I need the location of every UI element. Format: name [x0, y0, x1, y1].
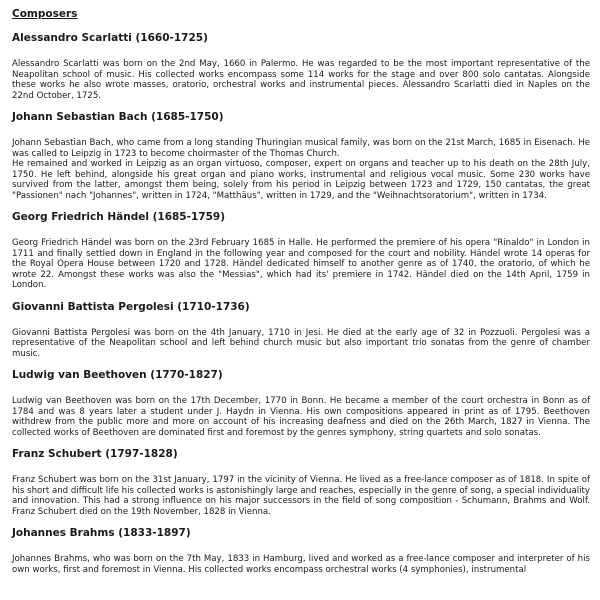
composer-heading: Johannes Brahms (1833-1897)	[12, 527, 191, 539]
composer-heading: Ludwig van Beethoven (1770-1827)	[12, 369, 223, 381]
document-page	[12, 8, 590, 585]
composer-entry-handel	[12, 211, 590, 291]
composer-entry-scarlatti	[12, 32, 590, 101]
composer-heading: Johann Sebastian Bach (1685-1750)	[12, 111, 224, 123]
composer-paragraph: Alessandro Scarlatti was born on the 2nd May, 1660 in Palermo. He was regarded to be the most important representative of the Neapolitan school of music. His collected works encompass some 114 works for the stage and over 800 solo cantatas. Alongside these works he also wrote masses, oratorio, orchestral works and instrumental pieces. Alessandro Scarlatti died in Naples on the 22nd October, 1725.	[12, 59, 590, 101]
composer-entry-brahms	[12, 527, 590, 575]
composer-heading: Giovanni Battista Pergolesi (1710-1736)	[12, 300, 250, 313]
composer-paragraph: Georg Friedrich Händel was born on the 23rd February 1685 in Halle. He performed the premiere of his opera "Rinaldo" in London in 1711 and finally settled down in England in the following year and composed for the court and nobility. Händel wrote 14 operas for the Royal Opera House between 1720 and 1728. Händel dedicated himself to another genre as of 1740, the oratorio, of which he wrote 22. Amongst these works was also the "Messias", which had its' premiere in 1742. Händel died on the 14th April, 1759 in London.	[12, 238, 590, 290]
composer-heading: Alessandro Scarlatti (1660-1725)	[12, 32, 208, 44]
composer-entry-pergolesi	[12, 301, 590, 360]
composer-entry-schubert	[12, 448, 590, 517]
composer-entry-beethoven	[12, 369, 590, 438]
composer-paragraph: Johannes Brahms, who was born on the 7th May, 1833 in Hamburg, lived and worked as a free-lance composer and interpreter of his own works, first and foremost in Vienna. His collected works encompass orchestral works (4 symphonies), instrumental	[12, 554, 590, 575]
composer-paragraph: Johann Sebastian Bach, who came from a long standing Thuringian musical family, was born on the 21st March, 1685 in Eisenach. He was called to Leipzig in 1723 to become choirmaster of the Thomas Church.	[12, 138, 590, 159]
composer-paragraph: Giovanni Battista Pergolesi was born on the 4th January, 1710 in Jesi. He died at the early age of 32 in Pozzuoli. Pergolesi was a representative of the Neapolitan school and left behind church music but also important trio sonatas from the genre of chamber music.	[12, 327, 590, 359]
composer-entry-bach	[12, 111, 590, 201]
composer-heading: Georg Friedrich Händel (1685-1759)	[12, 211, 225, 223]
composer-paragraph: Ludwig van Beethoven was born on the 17th December, 1770 in Bonn. He became a member of the court orchestra in Bonn as of 1784 and was 8 years later a student under J. Haydn in Vienna. His own compositions appeared in print as of 1795. Beethoven withdrew from the public more and more on account of his increasing deafness and died on the 26th March, 1827 in Vienna. The collected works of Beethoven are dominated first and foremost by the genres symphony, string quartets and solo sonatas.	[12, 396, 590, 438]
composer-paragraph: He remained and worked in Leipzig as an organ virtuoso, composer, expert on organs and teacher up to his death on the 28th July, 1750. He left behind, alongside his great organ and piano works, instrumental and religious vocal music. Some 230 works have survived from the latter, amongst them being, solely from his period in Leipzig between 1723 and 1729, 150 cantatas, the great "Passionen" nach "Johannes", written in 1724, "Matthäus", written in 1729, and the "Weihnachtsoratorium", written in 1734.	[12, 159, 590, 201]
section-title: Composers	[12, 8, 78, 20]
composer-paragraph: Franz Schubert was born on the 31st January, 1797 in the vicinity of Vienna. He lived as a free-lance composer as of 1818. In spite of his short and difficult life his collected works is astonishingly large and reaches, especially in the genre of song, a special individuality and innovation. This had a strong influence on his major successors in the field of song composition - Schumann, Brahms and Wolf. Franz Schubert died on the 19th November, 1828 in Vienna.	[12, 475, 590, 517]
composer-heading: Franz Schubert (1797-1828)	[12, 448, 178, 460]
